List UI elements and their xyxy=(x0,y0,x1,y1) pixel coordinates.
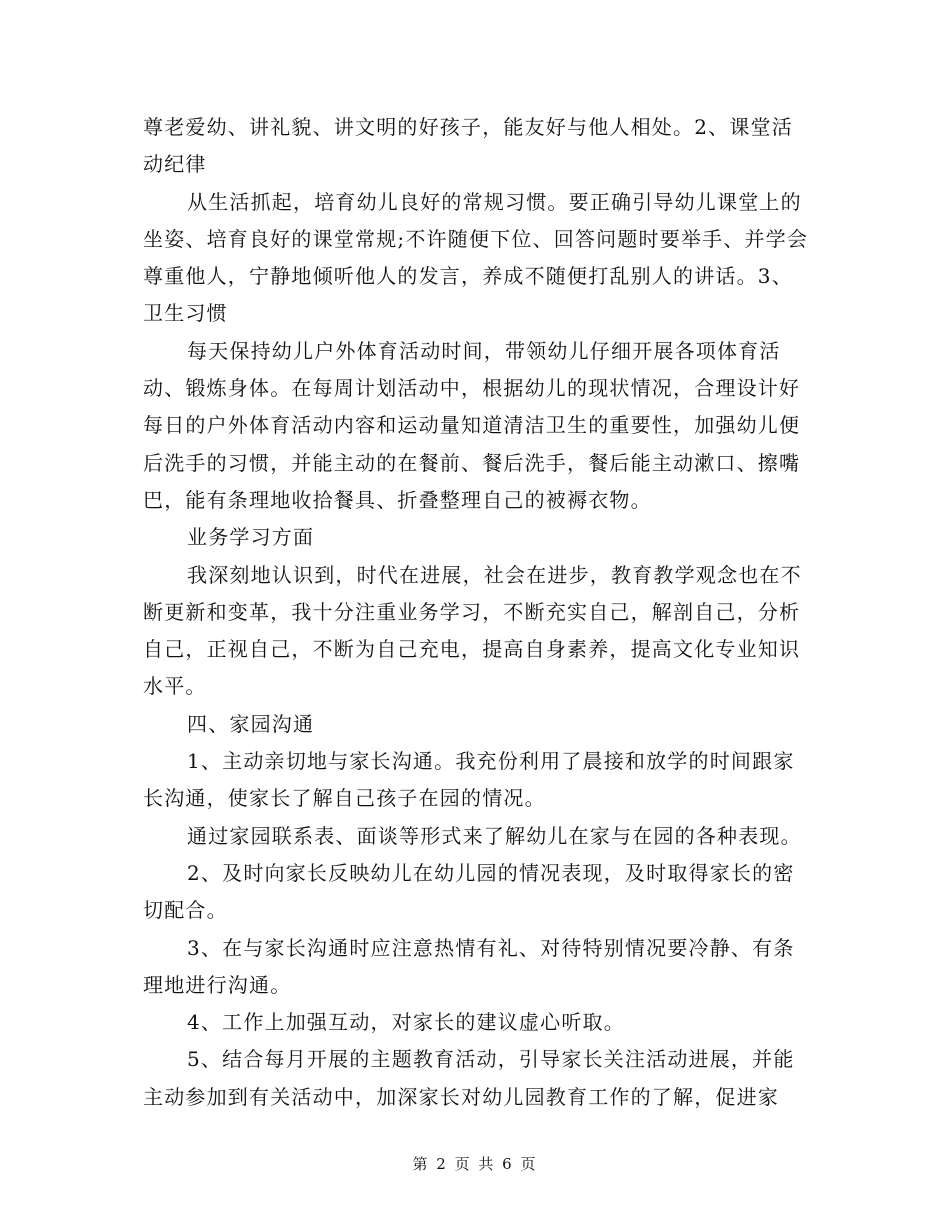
paragraph-10: 3、在与家长沟通时应注意热情有礼、对待特别情况要冷静、有条理地进行沟通。 xyxy=(143,935,795,997)
paragraph-9: 2、及时向家长反映幼儿在幼儿园的情况表现，及时取得家长的密切配合。 xyxy=(143,860,795,923)
page-number-footer: 第 2 页 共 6 页 xyxy=(412,1155,538,1173)
paragraph-7: 1、主动亲切地与家长沟通。我充份利用了晨接和放学的时间跟家长沟通，使家长了解自己孩子在园的情况。 xyxy=(143,749,795,811)
section-heading-home-school: 四、家园沟通 xyxy=(187,711,315,736)
paragraph-5: 我深刻地认识到，时代在进展，社会在进步，教育教学观念也在不断更新和变革，我十分注重业务学习，不断充实自己，解剖自己，分析自己，正视自己，不断为自己充电，提高自身素养，提高文化专业知识水平。 xyxy=(143,562,802,699)
paragraph-3: 每天保持幼儿户外体育活动时间，带领幼儿仔细开展各项体育活动、锻炼身体。在每周计划活动中，根据幼儿的现状情况，合理设计好每日的户外体育活动内容和运动量知道清洁卫生的重要性，加强幼儿便后洗手的习惯，并能主动的在餐前、餐后洗手，餐后能主动漱口、擦嘴巴，能有条理地收拾餐具、折叠整理自己的被褥衣物。 xyxy=(143,338,801,512)
document-body xyxy=(143,109,811,1116)
paragraph-1: 尊老爱幼、讲礼貌、讲文明的好孩子，能友好与他人相处。2、课堂活动纪律 xyxy=(143,115,793,177)
paragraph-2: 从生活抓起，培育幼儿良好的常规习惯。要正确引导幼儿课堂上的坐姿、培育良好的课堂常规;不许随便下位、回答问题时要举手、并学会尊重他人，宁静地倾听他人的发言，养成不随便打乱别人的讲话。3、卫生习惯 xyxy=(143,189,809,326)
paragraph-12: 5、结合每月开展的主题教育活动，引导家长关注活动进展，并能主动参加到有关活动中，加深家长对幼儿园教育工作的了解，促进家 xyxy=(143,1047,795,1109)
paragraph-11: 4、工作上加强互动，对家长的建议虚心听取。 xyxy=(187,1010,625,1035)
paragraph-8: 通过家园联系表、面谈等形式来了解幼儿在家与在园的各种表现。 xyxy=(187,823,802,848)
section-heading-business-study: 业务学习方面 xyxy=(187,525,315,550)
